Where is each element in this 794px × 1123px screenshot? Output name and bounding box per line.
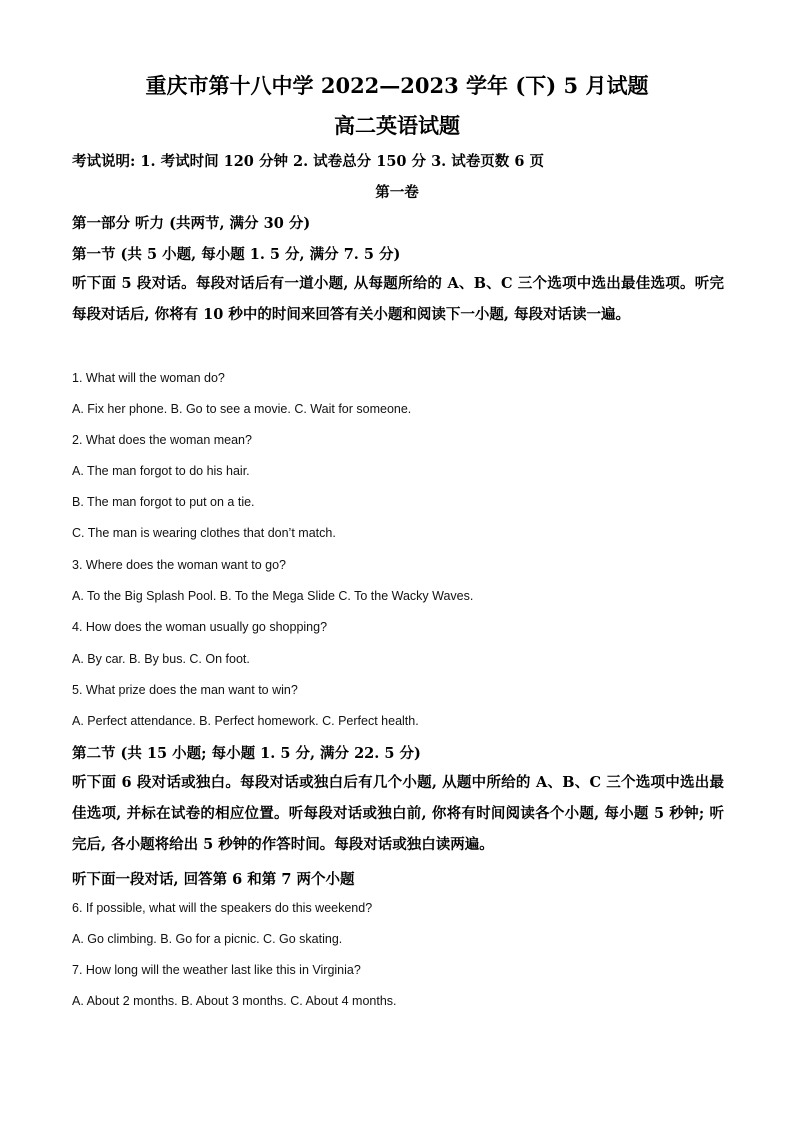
- question-4-options: A. By car. B. By bus. C. On foot.: [72, 652, 250, 666]
- question-3-options: A. To the Big Splash Pool. B. To the Mega Slide C. To the Wacky Waves.: [72, 589, 474, 603]
- section2-sub-instruction: 听下面一段对话, 回答第 6 和第 7 两个小题: [72, 871, 355, 888]
- part1-title: 第一部分 听力 (共两节, 满分 30 分): [72, 215, 311, 232]
- section2-title: 第二节 (共 15 小题; 每小题 1. 5 分, 满分 22. 5 分): [72, 745, 421, 762]
- volume-heading: 第一卷: [375, 184, 419, 201]
- section1-instructions: 听下面 5 段对话。每段对话后有一道小题, 从每题所给的 A、B、C 三个选项中选出最佳选项。听完每段对话后, 你将有 10 秒中的时间来回答有关小题和阅读下一小题, 每段对话读一遍。: [72, 275, 724, 323]
- exam-subtitle: 高二英语试题: [334, 113, 460, 138]
- section2-instructions: 听下面 6 段对话或独白。每段对话或独白后有几个小题, 从题中所给的 A、B、C 三个选项中选出最佳选项, 并标在试卷的相应位置。听每段对话或独白前, 你将有时间阅读各个小题, 每小题 5 秒钟; 听完后, 各小题将给出 5 秒钟的作答时间。每段对话或独白读两遍。: [72, 774, 724, 853]
- question-7: 7. How long will the weather last like this in Virginia?: [72, 963, 361, 977]
- exam-title: 重庆市第十八中学 2022—2023 学年 (下) 5 月试题: [145, 73, 649, 98]
- question-1: 1. What will the woman do?: [72, 371, 225, 385]
- question-2-option-a: A. The man forgot to do his hair.: [72, 464, 250, 478]
- question-6-options: A. Go climbing. B. Go for a picnic. C. Go skating.: [72, 932, 343, 946]
- question-4: 4. How does the woman usually go shopping?: [72, 620, 328, 634]
- exam-note: 考试说明: 1. 考试时间 120 分钟 2. 试卷总分 150 分 3. 试卷页数 6 页: [72, 153, 544, 170]
- question-3: 3. Where does the woman want to go?: [72, 558, 287, 572]
- question-1-options: A. Fix her phone. B. Go to see a movie. C. Wait for someone.: [72, 402, 412, 416]
- question-2-option-b: B. The man forgot to put on a tie.: [72, 495, 255, 509]
- question-5: 5. What prize does the man want to win?: [72, 683, 298, 697]
- question-7-options: A. About 2 months. B. About 3 months. C. About 4 months.: [72, 994, 397, 1008]
- question-5-options: A. Perfect attendance. B. Perfect homework. C. Perfect health.: [72, 714, 419, 728]
- question-6: 6. If possible, what will the speakers do this weekend?: [72, 901, 373, 915]
- question-2: 2. What does the woman mean?: [72, 433, 252, 447]
- section1-title: 第一节 (共 5 小题, 每小题 1. 5 分, 满分 7. 5 分): [72, 246, 401, 263]
- question-2-option-c: C. The man is wearing clothes that don’t match.: [72, 526, 336, 540]
